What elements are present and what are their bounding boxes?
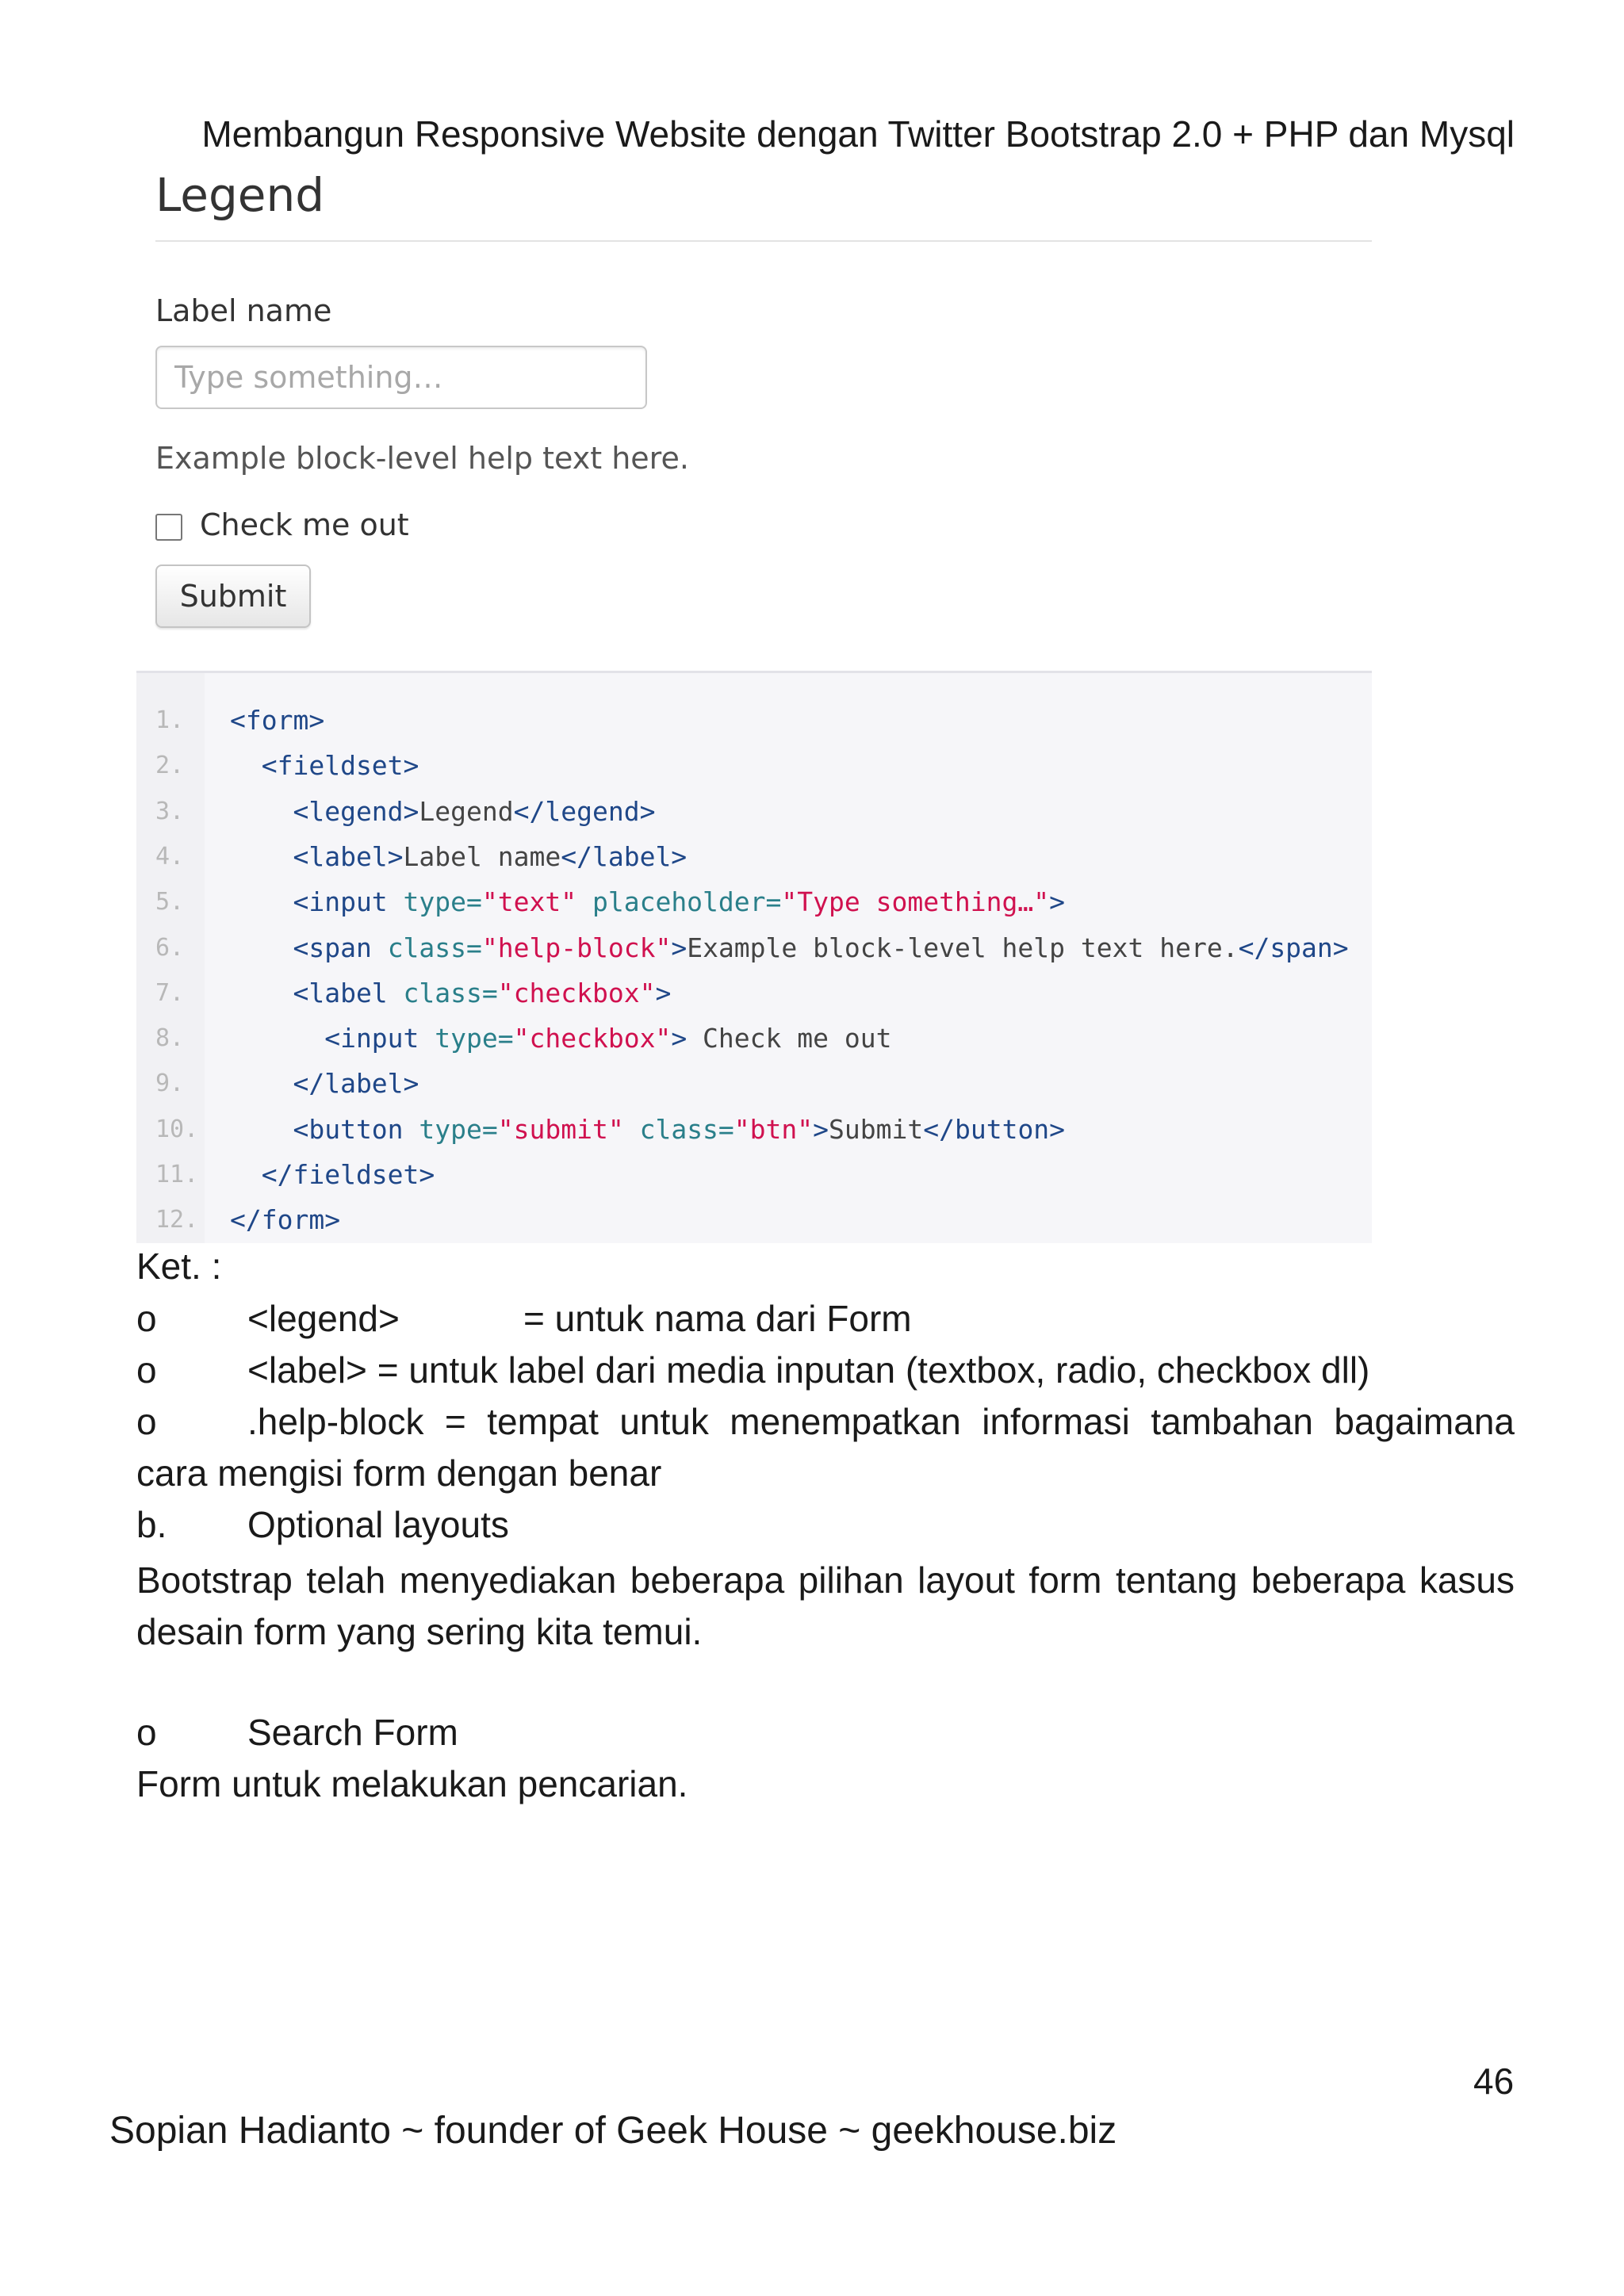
bullet-symbol: o [136, 1349, 157, 1391]
search-form-title: Search Form [247, 1712, 458, 1753]
footer-credit: Sopian Hadianto ~ founder of Geek House ~ geekhouse.biz [109, 2110, 1117, 2152]
line-number: 8. [155, 1024, 185, 1052]
code-line [230, 879, 1065, 924]
code-token: "text" [481, 886, 577, 917]
code-token: </button> [923, 1114, 1066, 1145]
note-term-legend: <legend> [247, 1298, 400, 1339]
line-number: 2. [155, 752, 185, 779]
code-line [230, 789, 655, 834]
code-token: <span [230, 932, 388, 963]
code-token: <fieldset> [230, 750, 419, 781]
line-number: 9. [155, 1070, 185, 1097]
search-form-description: Form untuk melakukan pencarian. [136, 1763, 688, 1804]
code-token: "checkbox" [497, 978, 656, 1008]
code-line [230, 698, 324, 743]
section-marker: b. [136, 1504, 167, 1545]
note-help-block: .help-block = tempat untuk menempatkan informasi tambahan bagaimana [247, 1401, 1515, 1442]
code-token: Check me out [687, 1023, 892, 1054]
line-number: 3. [155, 798, 185, 825]
code-line [230, 1016, 891, 1061]
code-token: placeholder= [576, 886, 782, 917]
code-token: Label name [403, 841, 561, 872]
code-token: type= [419, 1114, 498, 1145]
code-token: "Type something…" [781, 886, 1050, 917]
code-token: > [671, 1023, 688, 1054]
code-token: <form> [230, 705, 325, 736]
code-token: class= [387, 932, 482, 963]
code-token: Legend [419, 796, 514, 827]
code-token: </form> [230, 1204, 341, 1235]
checkbox-label: Check me out [200, 507, 409, 542]
line-number: 11. [155, 1161, 199, 1188]
code-token: Submit [829, 1114, 924, 1145]
line-number: 1. [155, 706, 185, 734]
code-token: "btn" [733, 1114, 814, 1145]
code-line [230, 1197, 340, 1242]
code-token: class= [403, 978, 498, 1008]
bullet-symbol: o [136, 1401, 157, 1442]
line-number: 12. [155, 1206, 199, 1234]
text-input[interactable] [155, 346, 647, 409]
legend-divider [155, 240, 1372, 242]
code-token: <label [230, 978, 404, 1008]
line-number: 4. [155, 843, 185, 871]
form-legend: Legend [155, 168, 325, 222]
code-token: </label> [230, 1068, 419, 1099]
line-number: 10. [155, 1115, 199, 1143]
form-preview [136, 155, 1372, 671]
code-token: > [813, 1114, 829, 1145]
bullet-symbol: o [136, 1712, 157, 1753]
running-header: Membangun Responsive Website dengan Twitter Bootstrap 2.0 + PHP dan Mysql [201, 113, 1515, 155]
code-token: > [655, 978, 672, 1008]
note-label: <label> = untuk label dari media inputan (textbox, radio, checkbox dll) [247, 1349, 1370, 1391]
code-line [230, 743, 419, 788]
note-continuation: cara mengisi form dengan benar [136, 1452, 662, 1494]
code-token: </fieldset> [230, 1159, 435, 1190]
code-token: class= [623, 1114, 734, 1145]
form-label: Label name [155, 293, 332, 328]
code-token: "checkbox" [513, 1023, 672, 1054]
bullet-symbol: o [136, 1298, 157, 1339]
section-title: Optional layouts [247, 1504, 509, 1545]
code-token: "submit" [497, 1114, 624, 1145]
notes-heading: Ket. : [136, 1246, 222, 1287]
code-token: <button [230, 1114, 419, 1145]
note-desc-legend: = untuk nama dari Form [523, 1298, 912, 1339]
code-token: > [671, 932, 688, 963]
code-token: <label> [230, 841, 404, 872]
code-token: "help-block" [481, 932, 672, 963]
code-line [230, 970, 671, 1016]
code-token: type= [403, 886, 482, 917]
line-number: 5. [155, 888, 185, 916]
code-line [230, 1152, 435, 1197]
code-token: > [1049, 886, 1066, 917]
code-line [230, 925, 1349, 970]
line-number: 6. [155, 934, 185, 962]
code-line [230, 834, 687, 879]
check-me-out-checkbox[interactable] [155, 514, 182, 541]
code-token: <legend> [230, 796, 419, 827]
line-number: 7. [155, 979, 185, 1007]
code-token: </label> [561, 841, 688, 872]
code-token: <input [230, 1023, 435, 1054]
submit-button[interactable]: Submit [155, 564, 311, 628]
code-line [230, 1107, 1065, 1152]
page-number: 46 [1473, 2061, 1515, 2102]
code-token: </span> [1238, 932, 1349, 963]
code-token: Example block-level help text here. [687, 932, 1239, 963]
section-paragraph: Bootstrap telah menyediakan beberapa pilihan layout form tentang beberapa kasus desain form yang sering kita temui. [136, 1559, 1515, 1652]
code-token: <input [230, 886, 404, 917]
help-text: Example block-level help text here. [155, 441, 689, 476]
code-token: </legend> [513, 796, 656, 827]
code-line [230, 1061, 419, 1106]
code-token: type= [435, 1023, 514, 1054]
